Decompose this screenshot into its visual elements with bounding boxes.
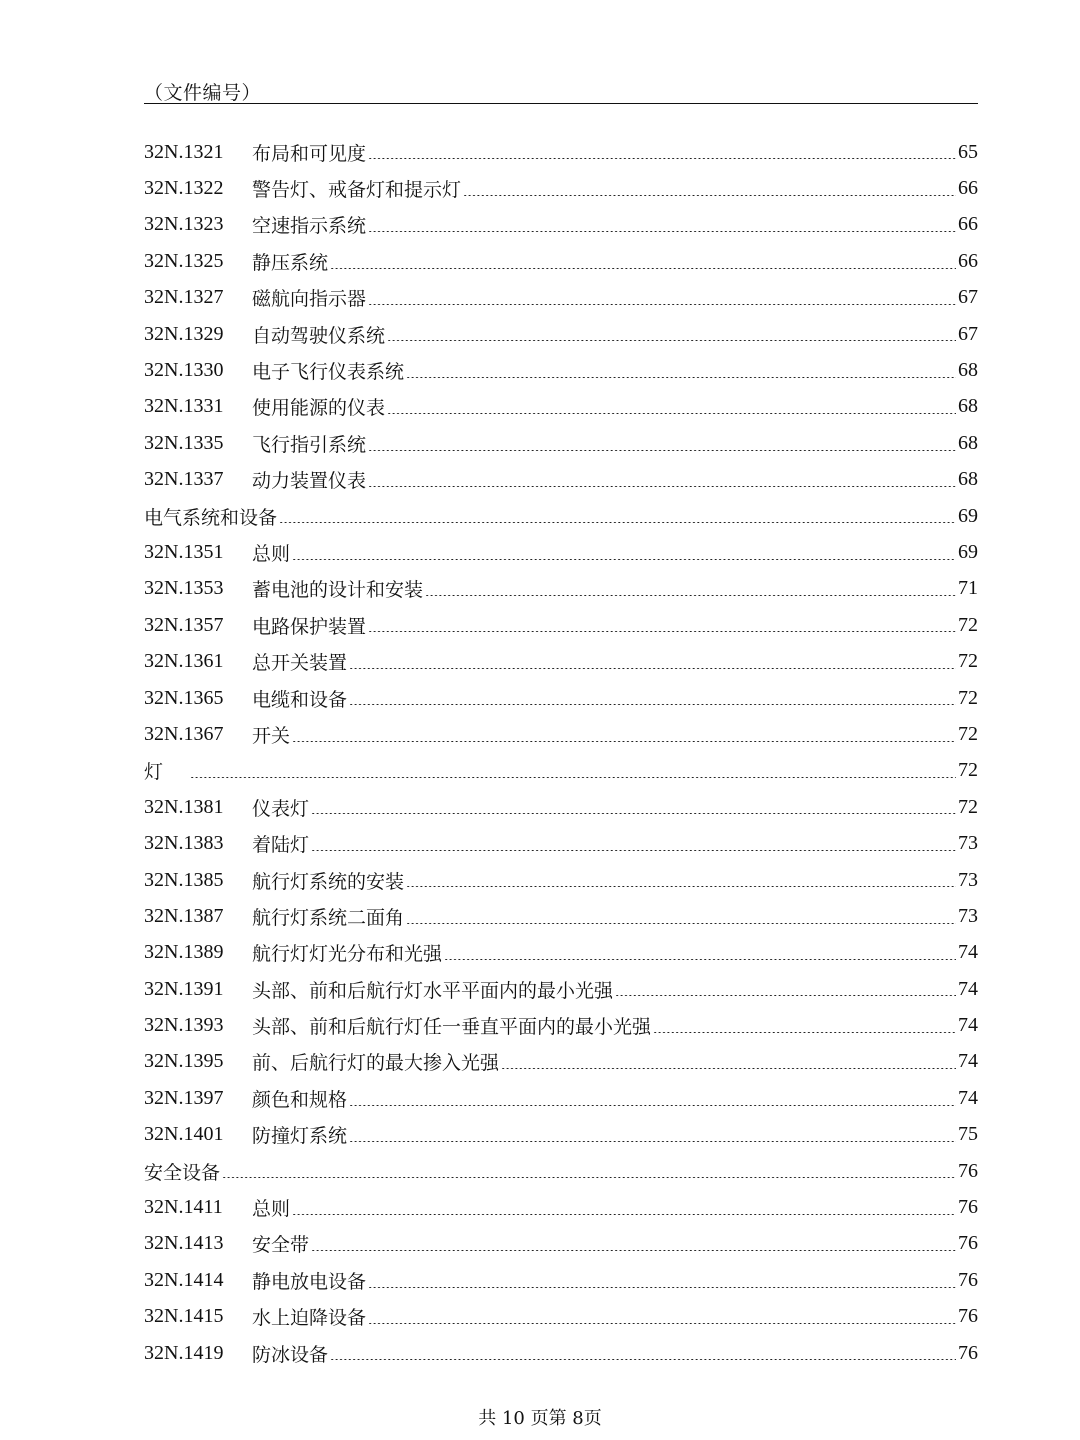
toc-entry-number: 32N.1389 (144, 941, 224, 964)
toc-entry-title: 防撞灯系统 (252, 1125, 348, 1148)
toc-page-number: 74 (958, 1086, 978, 1109)
toc-page-number: 72 (958, 613, 978, 636)
toc-entry-title: 静电放电设备 (252, 1270, 367, 1293)
toc-entry-title: 开关 (252, 724, 291, 747)
toc-entry-number: 32N.1331 (144, 395, 224, 418)
dot-leader (387, 413, 956, 414)
dot-leader (368, 304, 956, 305)
dot-leader (406, 377, 956, 378)
toc-entry-number: 32N.1391 (144, 977, 224, 1000)
toc-page-number: 76 (958, 1159, 978, 1182)
toc-entry-title: 着陆灯 (252, 834, 310, 857)
toc-entry[interactable] (144, 607, 978, 643)
toc-entry[interactable] (144, 862, 978, 898)
document-number-header: （文件编号） (144, 82, 262, 104)
toc-entry-title: 警告灯、戒备灯和提示灯 (252, 179, 462, 202)
dot-leader (311, 1250, 956, 1251)
toc-page-number: 73 (958, 868, 978, 891)
toc-entry-number: 32N.1397 (144, 1086, 224, 1109)
toc-entry[interactable] (144, 316, 978, 352)
toc-page-number: 75 (958, 1123, 978, 1146)
toc-entry[interactable] (144, 789, 978, 825)
dot-leader (653, 1032, 956, 1033)
dot-leader (425, 595, 956, 596)
toc-entry[interactable] (144, 1299, 978, 1335)
toc-section-heading[interactable] (144, 498, 978, 534)
dot-leader (406, 923, 956, 924)
toc-entry[interactable] (144, 170, 978, 206)
dot-leader (292, 741, 956, 742)
toc-entry-number: 32N.1381 (144, 795, 224, 818)
toc-section-heading[interactable] (144, 753, 978, 789)
toc-section-title: 灯 (144, 761, 164, 784)
toc-entry[interactable] (144, 207, 978, 243)
dot-leader (406, 886, 956, 887)
toc-entry-number: 32N.1415 (144, 1305, 224, 1328)
toc-entry-title: 飞行指引系统 (252, 433, 367, 456)
page-footer: 共 10 页第 8页 (478, 1408, 602, 1429)
dot-leader (349, 668, 956, 669)
dot-leader (501, 1068, 956, 1069)
toc-entry-title: 电子飞行仪表系统 (252, 361, 405, 384)
toc-page-number: 72 (958, 650, 978, 673)
toc-page-number: 66 (958, 177, 978, 200)
dot-leader (330, 268, 956, 269)
toc-entry[interactable] (144, 825, 978, 861)
table-of-contents (144, 134, 978, 1371)
toc-entry-title: 前、后航行灯的最大掺入光强 (252, 1052, 500, 1075)
toc-page-number: 74 (958, 1014, 978, 1037)
toc-page-number: 67 (958, 286, 978, 309)
toc-entry-title: 电缆和设备 (252, 688, 348, 711)
dot-leader (444, 959, 956, 960)
toc-page-number: 72 (958, 759, 978, 782)
dot-leader (463, 195, 956, 196)
toc-entry-title: 电路保护装置 (252, 615, 367, 638)
toc-entry-title: 总开关装置 (252, 652, 348, 675)
toc-entry-title: 蓄电池的设计和安装 (252, 579, 424, 602)
dot-leader (292, 559, 956, 560)
dot-leader (368, 486, 956, 487)
toc-page-number: 74 (958, 977, 978, 1000)
toc-entry-number: 32N.1393 (144, 1014, 224, 1037)
toc-page-number: 71 (958, 577, 978, 600)
toc-entry-number: 32N.1361 (144, 650, 224, 673)
toc-page-number: 76 (958, 1305, 978, 1328)
header-divider (144, 103, 978, 104)
toc-entry-number: 32N.1353 (144, 577, 224, 600)
toc-page-number: 74 (958, 1050, 978, 1073)
toc-page-number: 67 (958, 322, 978, 345)
toc-page-number: 76 (958, 1268, 978, 1291)
toc-entry-number: 32N.1357 (144, 613, 224, 636)
toc-page-number: 69 (958, 504, 978, 527)
toc-entry-number: 32N.1337 (144, 468, 224, 491)
toc-entry[interactable] (144, 971, 978, 1007)
dot-leader (368, 231, 956, 232)
toc-entry-number: 32N.1383 (144, 832, 224, 855)
toc-entry[interactable] (144, 571, 978, 607)
toc-entry-title: 布局和可见度 (252, 142, 367, 165)
toc-entry-number: 32N.1411 (144, 1196, 223, 1219)
dot-leader (292, 1214, 956, 1215)
toc-entry-number: 32N.1327 (144, 286, 224, 309)
toc-entry[interactable] (144, 680, 978, 716)
toc-page-number: 76 (958, 1232, 978, 1255)
toc-entry-title: 总则 (252, 542, 291, 565)
toc-entry-title: 航行灯系统的安装 (252, 870, 405, 893)
dot-leader (349, 1105, 956, 1106)
toc-entry[interactable] (144, 389, 978, 425)
toc-page-number: 72 (958, 722, 978, 745)
toc-entry-number: 32N.1414 (144, 1268, 224, 1291)
toc-page-number: 73 (958, 904, 978, 927)
toc-entry-title: 水上迫降设备 (252, 1307, 367, 1330)
toc-section-heading[interactable] (144, 1153, 978, 1189)
toc-page-number: 76 (958, 1341, 978, 1364)
toc-entry-title: 总则 (252, 1198, 291, 1221)
toc-page-number: 66 (958, 213, 978, 236)
toc-entry-title: 头部、前和后航行灯水平平面内的最小光强 (252, 979, 614, 1002)
toc-page-number: 68 (958, 395, 978, 418)
toc-entry-number: 32N.1367 (144, 722, 224, 745)
toc-entry-title: 头部、前和后航行灯任一垂直平面内的最小光强 (252, 1016, 652, 1039)
dot-leader (349, 704, 956, 705)
toc-entry[interactable] (144, 1080, 978, 1116)
toc-entry[interactable] (144, 1335, 978, 1371)
dot-leader (387, 340, 956, 341)
dot-leader (311, 813, 956, 814)
toc-entry[interactable] (144, 935, 978, 971)
toc-section-title: 安全设备 (144, 1161, 221, 1184)
toc-entry-number: 32N.1401 (144, 1123, 224, 1146)
toc-entry-number: 32N.1325 (144, 249, 224, 272)
toc-entry-number: 32N.1365 (144, 686, 224, 709)
toc-entry-number: 32N.1387 (144, 904, 224, 927)
toc-entry-title: 自动驾驶仪系统 (252, 324, 386, 347)
toc-entry-number: 32N.1321 (144, 140, 224, 163)
dot-leader (368, 1323, 956, 1324)
toc-page-number: 74 (958, 941, 978, 964)
dot-leader (368, 450, 956, 451)
dot-leader (222, 1177, 956, 1178)
dot-leader (349, 1141, 956, 1142)
toc-entry[interactable] (144, 534, 978, 570)
toc-entry[interactable] (144, 1226, 978, 1262)
toc-entry-title: 防冰设备 (252, 1343, 329, 1366)
toc-entry-title: 静压系统 (252, 251, 329, 274)
toc-entry-title: 动力装置仪表 (252, 470, 367, 493)
toc-entry-title: 安全带 (252, 1234, 310, 1257)
toc-page-number: 76 (958, 1196, 978, 1219)
dot-leader (279, 522, 956, 523)
toc-page-number: 72 (958, 686, 978, 709)
toc-entry-title: 航行灯灯光分布和光强 (252, 943, 443, 966)
toc-entry-number: 32N.1322 (144, 177, 224, 200)
toc-entry-number: 32N.1419 (144, 1341, 224, 1364)
toc-page-number: 65 (958, 140, 978, 163)
toc-entry-number: 32N.1385 (144, 868, 224, 891)
toc-entry[interactable] (144, 462, 978, 498)
toc-entry[interactable] (144, 1007, 978, 1043)
toc-page-number: 69 (958, 540, 978, 563)
dot-leader (311, 850, 956, 851)
toc-entry-title: 颜色和规格 (252, 1088, 348, 1111)
toc-entry[interactable] (144, 280, 978, 316)
toc-entry[interactable] (144, 1044, 978, 1080)
toc-entry-number: 32N.1413 (144, 1232, 224, 1255)
toc-entry-number: 32N.1335 (144, 431, 224, 454)
toc-entry-title: 仪表灯 (252, 797, 310, 820)
dot-leader (190, 777, 956, 778)
toc-page-number: 72 (958, 795, 978, 818)
toc-entry-title: 使用能源的仪表 (252, 397, 386, 420)
toc-entry[interactable] (144, 716, 978, 752)
toc-entry-number: 32N.1395 (144, 1050, 224, 1073)
toc-entry[interactable] (144, 898, 978, 934)
toc-entry[interactable] (144, 1117, 978, 1153)
toc-entry[interactable] (144, 1262, 978, 1298)
toc-section-title: 电气系统和设备 (144, 506, 278, 529)
toc-page-number: 66 (958, 249, 978, 272)
toc-entry-title: 航行灯系统二面角 (252, 906, 405, 929)
toc-entry-title: 空速指示系统 (252, 215, 367, 238)
toc-page-number: 68 (958, 431, 978, 454)
toc-entry-number: 32N.1330 (144, 359, 224, 382)
toc-entry-title: 磁航向指示器 (252, 288, 367, 311)
toc-entry[interactable] (144, 425, 978, 461)
toc-entry[interactable] (144, 243, 978, 279)
toc-entry[interactable] (144, 134, 978, 170)
dot-leader (615, 995, 956, 996)
toc-entry[interactable] (144, 643, 978, 679)
toc-entry-number: 32N.1323 (144, 213, 224, 236)
dot-leader (368, 631, 956, 632)
toc-page-number: 68 (958, 359, 978, 382)
dot-leader (368, 158, 956, 159)
dot-leader (368, 1287, 956, 1288)
toc-entry[interactable] (144, 1189, 978, 1225)
toc-entry-number: 32N.1351 (144, 540, 224, 563)
toc-entry-number: 32N.1329 (144, 322, 224, 345)
toc-entry[interactable] (144, 352, 978, 388)
toc-page-number: 73 (958, 832, 978, 855)
dot-leader (330, 1359, 956, 1360)
toc-page-number: 68 (958, 468, 978, 491)
